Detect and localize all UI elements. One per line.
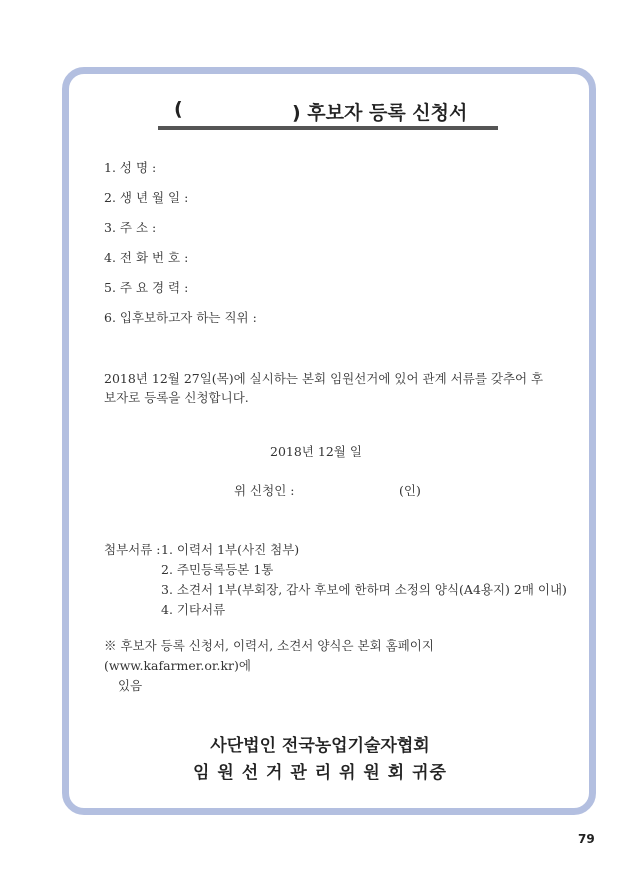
title-open-paren: ( bbox=[174, 98, 183, 120]
title-underline bbox=[158, 126, 498, 130]
applicant-label: 위 신청인 : bbox=[234, 483, 295, 498]
field-name bbox=[104, 158, 257, 188]
applicant-fields bbox=[104, 158, 257, 338]
applicant-signature bbox=[234, 481, 421, 499]
document-item: 4. 기타서류 bbox=[161, 602, 226, 617]
note-line-1: ※ 후보자 등록 신청서, 이력서, 소견서 양식은 본회 홈페이지(www.kafarmer.or.kr)에 bbox=[104, 638, 434, 673]
title-text: ) 후보자 등록 신청서 bbox=[292, 102, 468, 124]
field-position-label: 6. 입후보하고자 하는 직위 : bbox=[104, 310, 257, 325]
note-line-2: 있음 bbox=[118, 678, 143, 693]
application-date: 2018년 12월 일 bbox=[270, 444, 362, 459]
field-career-label: 5. 주 요 경 력 : bbox=[104, 280, 189, 295]
documents-label: 첨부서류 : bbox=[104, 542, 161, 557]
form-note bbox=[104, 636, 564, 696]
field-phone bbox=[104, 248, 257, 278]
document-item: 2. 주민등록등본 1통 bbox=[161, 562, 274, 577]
field-name-label: 1. 성 명 : bbox=[104, 160, 157, 175]
document-item: 1. 이력서 1부(사진 첨부) bbox=[161, 542, 300, 557]
document-item: 3. 소견서 1부(부회장, 감사 후보에 한하며 소정의 양식(A4용지) 2매 이내) bbox=[161, 582, 567, 597]
form-title bbox=[160, 94, 495, 128]
committee-name: 임 원 선 거 관 리 위 원 회 귀중 bbox=[193, 763, 447, 783]
field-address-label: 3. 주 소 : bbox=[104, 220, 157, 235]
seal-mark: (인) bbox=[399, 483, 421, 498]
field-birthdate bbox=[104, 188, 257, 218]
field-position bbox=[104, 308, 257, 338]
field-birthdate-label: 2. 생 년 월 일 : bbox=[104, 190, 189, 205]
organization-name: 사단법인 전국농업기술자협회 bbox=[210, 736, 430, 756]
page-number: 79 bbox=[578, 832, 595, 846]
field-phone-label: 4. 전 화 번 호 : bbox=[104, 250, 189, 265]
field-career bbox=[104, 278, 257, 308]
application-statement: 2018년 12월 27일(목)에 실시하는 본회 임원선거에 있어 관계 서류를 갖추어 후보자로 등록을 신청합니다. bbox=[104, 371, 544, 405]
field-address bbox=[104, 218, 257, 248]
